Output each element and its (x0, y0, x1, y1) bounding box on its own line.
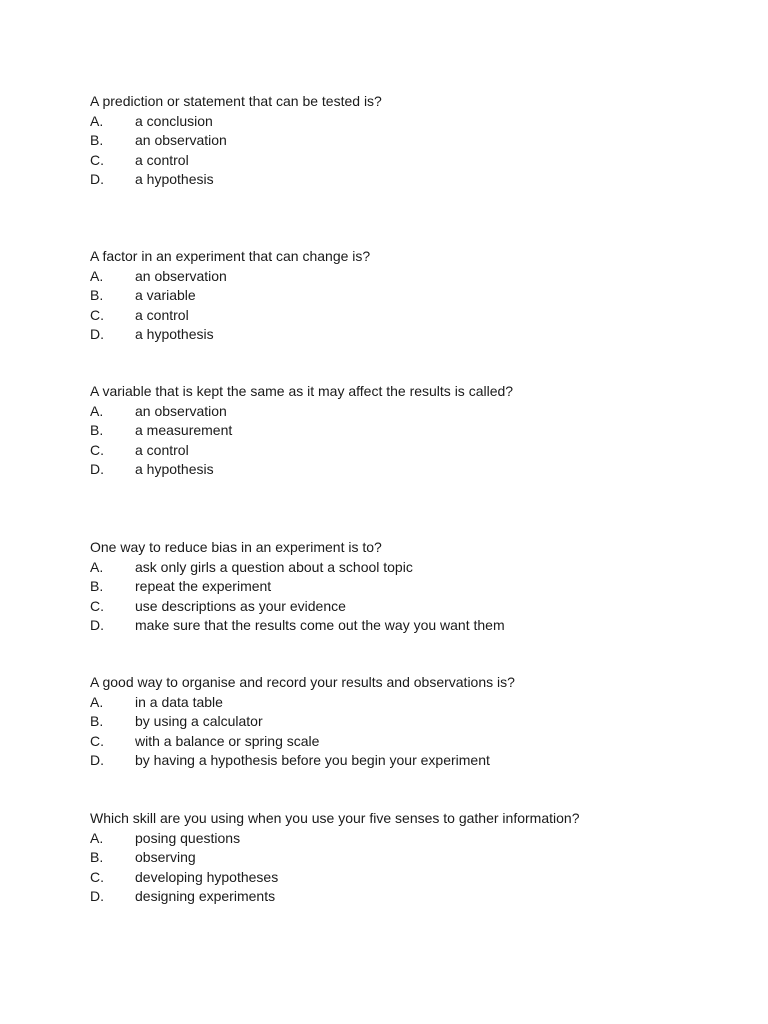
option-letter: B. (90, 287, 104, 304)
option-text: use descriptions as your evidence (135, 597, 346, 614)
question-3 (90, 382, 730, 480)
option-letter: C. (90, 441, 104, 458)
answer-option-b (90, 577, 730, 597)
answer-option-d (90, 325, 730, 345)
option-text: posing questions (135, 829, 241, 846)
option-text: a hypothesis (135, 461, 214, 478)
option-letter: B. (90, 422, 104, 439)
question-5 (90, 673, 730, 771)
question-1 (90, 92, 730, 190)
option-text: by having a hypothesis before you begin your experiment (135, 752, 490, 769)
option-text: in a data table (135, 693, 223, 710)
option-letter: B. (90, 713, 104, 730)
answer-option-d (90, 170, 730, 190)
option-letter: A. (90, 112, 104, 129)
option-letter: B. (90, 849, 104, 866)
option-text: a measurement (135, 422, 233, 439)
answer-option-c (90, 441, 730, 461)
question-prompt: One way to reduce bias in an experiment is to? (90, 539, 382, 555)
option-letter: B. (90, 578, 104, 595)
option-text: an observation (135, 402, 227, 419)
question-prompt: A prediction or statement that can be tested is? (90, 93, 382, 109)
option-letter: B. (90, 132, 104, 149)
answer-option-b (90, 131, 730, 151)
answer-option-d (90, 616, 730, 636)
option-text: by using a calculator (135, 713, 263, 730)
option-text: repeat the experiment (135, 578, 272, 595)
answer-option-d (90, 751, 730, 771)
answer-option-a (90, 402, 730, 422)
option-letter: C. (90, 868, 104, 885)
option-letter: D. (90, 326, 104, 343)
answer-option-c (90, 306, 730, 326)
answer-option-a (90, 693, 730, 713)
option-text: a variable (135, 287, 196, 304)
question-6 (90, 809, 730, 907)
answer-option-a (90, 112, 730, 132)
option-text: a conclusion (135, 112, 213, 129)
option-text: a control (135, 306, 189, 323)
answer-option-b (90, 848, 730, 868)
answer-option-c (90, 868, 730, 888)
answer-option-a (90, 558, 730, 578)
option-letter: C. (90, 306, 104, 323)
option-letter: D. (90, 888, 104, 905)
option-letter: D. (90, 461, 104, 478)
option-letter: D. (90, 171, 104, 188)
answer-option-c (90, 732, 730, 752)
option-letter: A. (90, 402, 104, 419)
question-prompt: Which skill are you using when you use your five senses to gather information? (90, 810, 580, 826)
answer-option-d (90, 460, 730, 480)
option-letter: A. (90, 829, 104, 846)
option-letter: D. (90, 617, 104, 634)
option-text: make sure that the results come out the way you want them (135, 617, 505, 634)
option-letter: C. (90, 597, 104, 614)
option-text: developing hypotheses (135, 868, 279, 885)
answer-option-b (90, 712, 730, 732)
option-letter: A. (90, 267, 104, 284)
answer-option-d (90, 887, 730, 907)
answer-option-c (90, 597, 730, 617)
option-letter: C. (90, 151, 104, 168)
option-text: a control (135, 151, 189, 168)
option-text: a hypothesis (135, 171, 214, 188)
answer-option-a (90, 829, 730, 849)
option-text: designing experiments (135, 888, 276, 905)
question-prompt: A factor in an experiment that can change is? (90, 248, 371, 264)
question-2 (90, 247, 730, 345)
option-text: ask only girls a question about a school topic (135, 558, 413, 575)
question-prompt: A variable that is kept the same as it may affect the results is called? (90, 383, 514, 399)
option-text: observing (135, 849, 196, 866)
option-text: a control (135, 441, 189, 458)
option-letter: D. (90, 752, 104, 769)
option-text: an observation (135, 132, 227, 149)
answer-option-a (90, 267, 730, 287)
option-text: with a balance or spring scale (135, 732, 320, 749)
question-4 (90, 538, 730, 636)
option-text: an observation (135, 267, 227, 284)
answer-option-b (90, 286, 730, 306)
option-text: a hypothesis (135, 326, 214, 343)
question-prompt: A good way to organise and record your results and observations is? (90, 674, 515, 690)
answer-option-b (90, 421, 730, 441)
option-letter: A. (90, 558, 104, 575)
option-letter: C. (90, 732, 104, 749)
option-letter: A. (90, 693, 104, 710)
answer-option-c (90, 151, 730, 171)
